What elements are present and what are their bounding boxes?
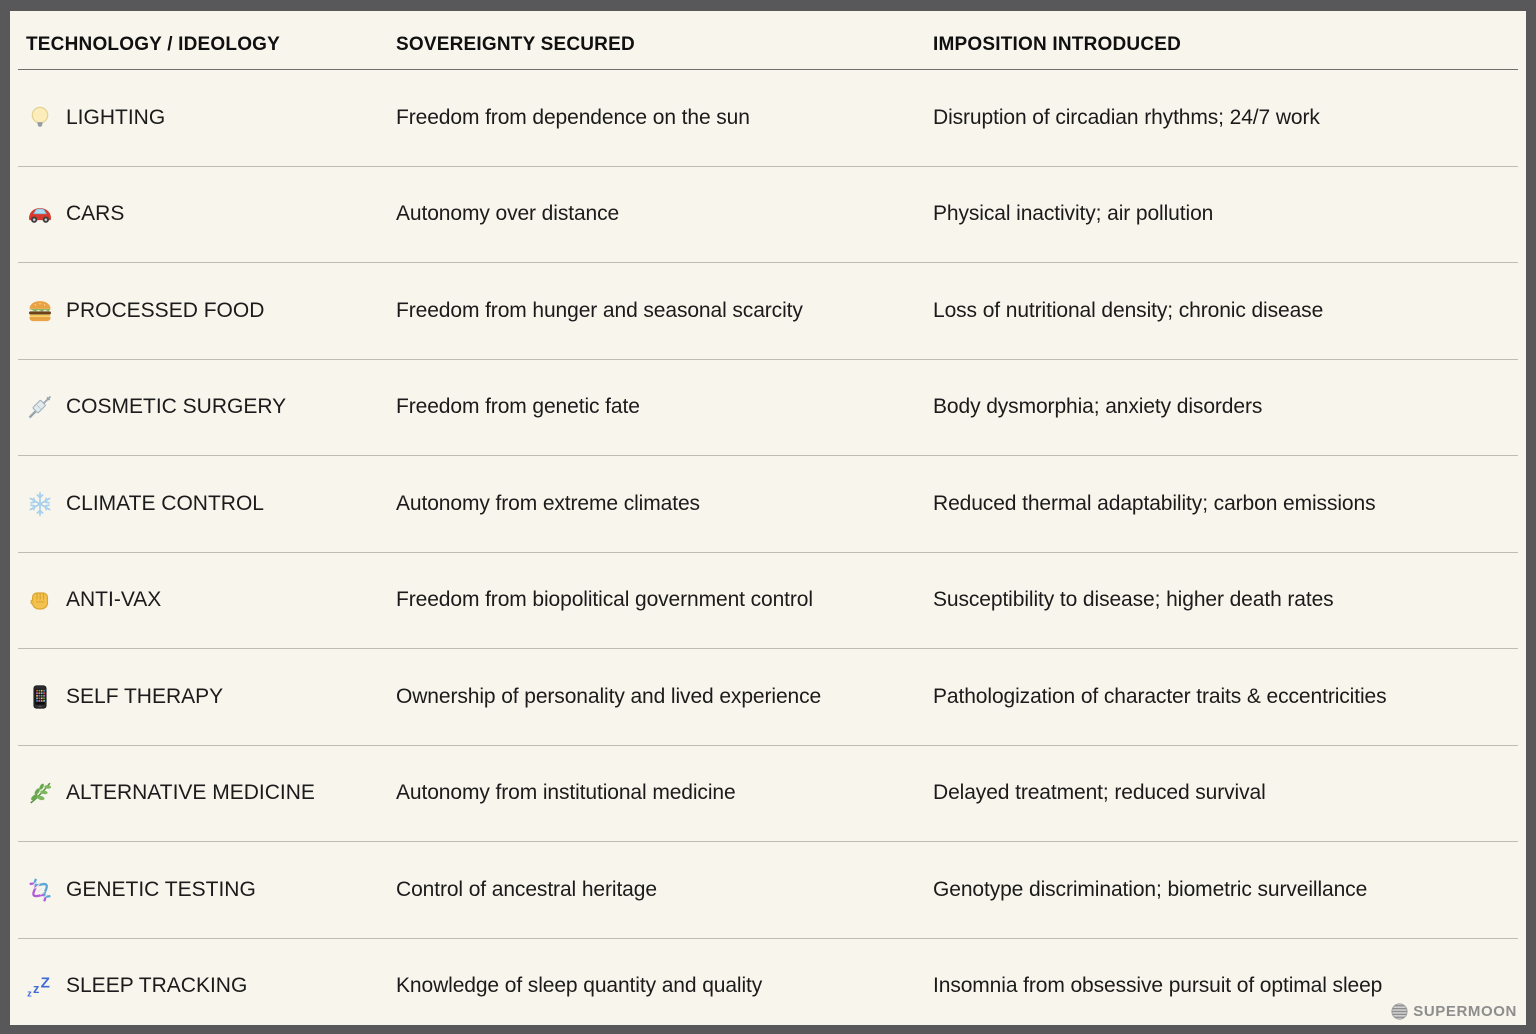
sovereignty-cell: Control of ancestral heritage bbox=[396, 877, 657, 901]
svg-text:z: z bbox=[33, 981, 40, 997]
hamburger-icon bbox=[26, 297, 54, 325]
snowflake-icon bbox=[26, 490, 54, 518]
lightbulb-icon bbox=[26, 104, 54, 132]
technology-label: CLIMATE CONTROL bbox=[66, 491, 264, 515]
imposition-cell: Loss of nutritional density; chronic disease bbox=[933, 298, 1324, 322]
raised-fist-icon bbox=[26, 586, 54, 614]
table-row bbox=[18, 939, 1518, 1026]
sovereignty-cell: Ownership of personality and lived experience bbox=[396, 684, 822, 708]
technology-label: ALTERNATIVE MEDICINE bbox=[66, 781, 315, 805]
technology-label: GENETIC TESTING bbox=[66, 877, 256, 901]
table-row bbox=[18, 456, 1518, 553]
table-header-row bbox=[18, 11, 1518, 70]
sovereignty-cell: Autonomy from extreme climates bbox=[396, 491, 700, 515]
technology-label: COSMETIC SURGERY bbox=[66, 395, 287, 419]
imposition-cell: Insomnia from obsessive pursuit of optimal sleep bbox=[933, 974, 1383, 998]
herb-icon bbox=[26, 779, 54, 807]
column-header-sovereignty: SOVEREIGNTY SECURED bbox=[396, 34, 635, 55]
imposition-cell: Disruption of circadian rhythms; 24/7 work bbox=[933, 105, 1320, 129]
car-icon bbox=[26, 200, 54, 228]
sovereignty-cell: Autonomy from institutional medicine bbox=[396, 781, 736, 805]
sovereignty-cell: Freedom from dependence on the sun bbox=[396, 105, 750, 129]
supermoon-moon-icon bbox=[1391, 1003, 1408, 1020]
imposition-cell: Delayed treatment; reduced survival bbox=[933, 781, 1266, 805]
table-row bbox=[18, 167, 1518, 264]
technology-label: PROCESSED FOOD bbox=[66, 298, 265, 322]
technology-cell bbox=[18, 490, 388, 518]
technology-cell bbox=[18, 683, 388, 711]
technology-cell bbox=[18, 200, 388, 228]
svg-text:Z: Z bbox=[40, 975, 50, 992]
table-row bbox=[18, 360, 1518, 457]
svg-text:z: z bbox=[27, 988, 32, 999]
table-row bbox=[18, 746, 1518, 843]
dna-icon bbox=[26, 876, 54, 904]
comparison-table bbox=[10, 11, 1526, 1025]
technology-cell bbox=[18, 779, 388, 807]
column-header-technology: TECHNOLOGY / IDEOLOGY bbox=[26, 34, 281, 55]
mobile-phone-icon bbox=[26, 683, 54, 711]
table-row bbox=[18, 842, 1518, 939]
imposition-cell: Susceptibility to disease; higher death rates bbox=[933, 588, 1334, 612]
imposition-cell: Genotype discrimination; biometric surveillance bbox=[933, 877, 1368, 901]
technology-cell bbox=[18, 586, 388, 614]
syringe-icon bbox=[26, 393, 54, 421]
sovereignty-cell: Freedom from hunger and seasonal scarcity bbox=[396, 298, 803, 322]
column-header-imposition: IMPOSITION INTRODUCED bbox=[933, 34, 1182, 55]
technology-label: SLEEP TRACKING bbox=[66, 974, 248, 998]
table-row bbox=[18, 553, 1518, 650]
sovereignty-cell: Autonomy over distance bbox=[396, 202, 620, 226]
imposition-cell: Reduced thermal adaptability; carbon emissions bbox=[933, 491, 1376, 515]
sovereignty-cell: Freedom from genetic fate bbox=[396, 395, 640, 419]
table-body bbox=[18, 70, 1518, 1025]
sovereignty-cell: Knowledge of sleep quantity and quality bbox=[396, 974, 763, 998]
table-row bbox=[18, 263, 1518, 360]
table-row bbox=[18, 70, 1518, 167]
watermark bbox=[1391, 1003, 1517, 1020]
technology-cell bbox=[18, 297, 388, 325]
technology-label: CARS bbox=[66, 202, 125, 226]
imposition-cell: Body dysmorphia; anxiety disorders bbox=[933, 395, 1263, 419]
technology-cell bbox=[18, 104, 388, 132]
imposition-cell: Physical inactivity; air pollution bbox=[933, 202, 1214, 226]
imposition-cell: Pathologization of character traits & eccentricities bbox=[933, 684, 1387, 708]
technology-label: LIGHTING bbox=[66, 105, 166, 129]
technology-label: SELF THERAPY bbox=[66, 684, 224, 708]
technology-cell bbox=[18, 876, 388, 904]
sleep-zzz-icon bbox=[26, 972, 54, 1000]
table-card bbox=[10, 11, 1526, 1025]
technology-cell bbox=[18, 393, 388, 421]
sovereignty-cell: Freedom from biopolitical government control bbox=[396, 588, 813, 612]
technology-label: ANTI-VAX bbox=[66, 588, 162, 612]
technology-cell bbox=[18, 972, 388, 1000]
watermark-label: SUPERMOON bbox=[1413, 1003, 1517, 1020]
table-row bbox=[18, 649, 1518, 746]
